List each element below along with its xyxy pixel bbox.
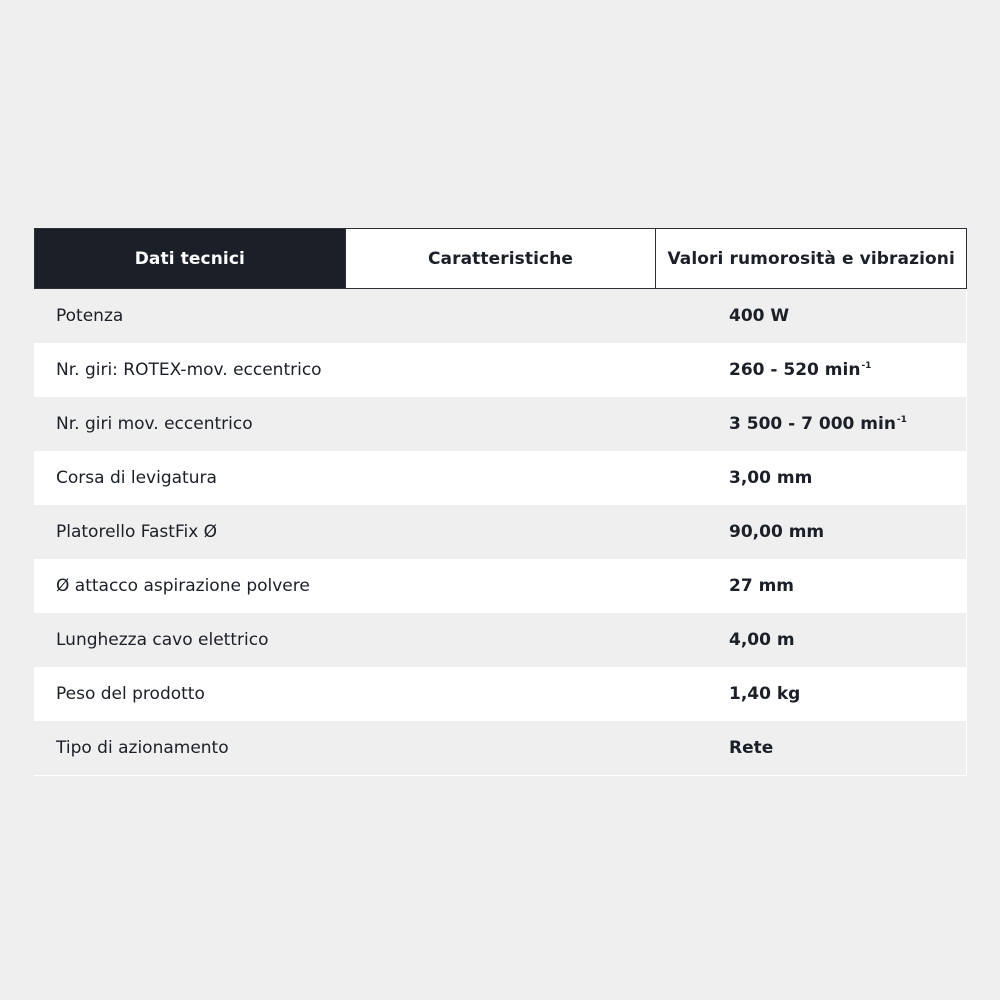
spec-value (707, 667, 966, 721)
spec-value-text: 27 mm (729, 576, 795, 596)
spec-value (707, 289, 966, 343)
tab-dati-tecnici[interactable]: Dati tecnici (35, 229, 345, 288)
spec-value-text: 90,00 mm (729, 522, 825, 542)
spec-table (34, 289, 966, 775)
spec-label: Corsa di levigatura (56, 468, 217, 488)
spec-value-text: 3,00 mm (729, 468, 813, 488)
spec-label: Tipo di azionamento (56, 738, 229, 758)
table-row (34, 559, 966, 613)
spec-value (707, 505, 966, 559)
spec-value (707, 721, 966, 775)
spec-label: Lunghezza cavo elettrico (56, 630, 269, 650)
spec-label: Nr. giri: ROTEX-mov. eccentrico (56, 360, 322, 380)
table-row (34, 289, 966, 343)
table-row (34, 505, 966, 559)
spec-value (707, 559, 966, 613)
table-row (34, 343, 966, 397)
spec-label: Platorello FastFix Ø (56, 522, 218, 542)
spec-value-unit-exponent: -1 (896, 415, 907, 425)
spec-value-text: 260 - 520 min (729, 360, 861, 380)
spec-panel (34, 228, 967, 776)
spec-value (707, 613, 966, 667)
table-row (34, 667, 966, 721)
spec-label: Peso del prodotto (56, 684, 205, 704)
table-row (34, 613, 966, 667)
spec-value-text: 1,40 kg (729, 684, 801, 704)
spec-label: Ø attacco aspirazione polvere (56, 576, 310, 596)
spec-value (707, 397, 966, 451)
spec-value (707, 343, 966, 397)
spec-value-text: 4,00 m (729, 630, 795, 650)
spec-value (707, 451, 966, 505)
spec-value-text: Rete (729, 738, 774, 758)
tab-bar (34, 228, 967, 289)
tab-caratteristiche[interactable]: Caratteristiche (345, 229, 656, 288)
spec-label: Nr. giri mov. eccentrico (56, 414, 253, 434)
tab-valori-rumorosita[interactable]: Valori rumorosità e vibrazioni (655, 229, 966, 288)
table-row (34, 721, 966, 775)
spec-value-text: 3 500 - 7 000 min (729, 414, 896, 434)
spec-label: Potenza (56, 306, 124, 326)
spec-value-unit-exponent: -1 (861, 361, 872, 371)
spec-value-text: 400 W (729, 306, 790, 326)
spec-table-wrapper (34, 289, 967, 776)
table-row (34, 397, 966, 451)
table-row (34, 451, 966, 505)
